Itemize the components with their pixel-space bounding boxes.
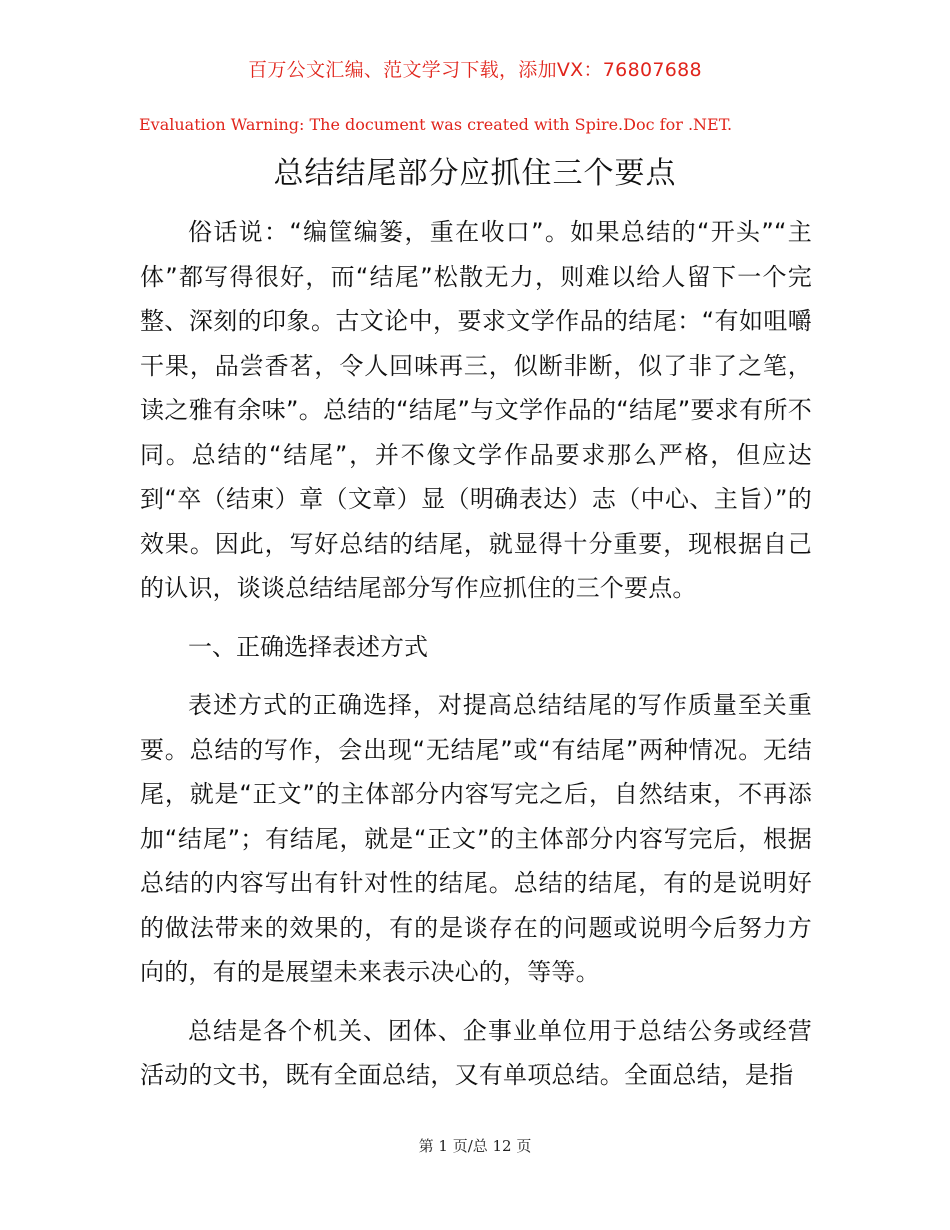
page-number-footer: 第 1 页/总 12 页 [418, 1137, 532, 1155]
document-title: 总结结尾部分应抓住三个要点 [273, 156, 677, 191]
intro-paragraph: 俗话说：“编筐编篓，重在收口”。如果总结的“开头”“主体”都写得很好，而“结尾”松散无力，则难以给人留下一个完整、深刻的印象。古文论中，要求文学作品的结尾：“有如咀嚼干果，品尝香茗，令人回味再三，似断非断，似了非了之笔，读之雅有余味”。总结的“结尾”与文学作品的“结尾”要求有所不同。总结的“结尾”，并不像文学作品要求那么严格，但应达到“卒（结束）章（文章）显（明确表达）志（中心、主旨）”的效果。因此，写好总结的结尾，就显得十分重要，现根据自己的认识，谈谈总结结尾部分写作应抓住的三个要点。 [140, 218, 812, 602]
evaluation-warning: Evaluation Warning: The document was created with Spire.Doc for .NET. [139, 115, 733, 134]
section-heading-1: 一、正确选择表述方式 [188, 632, 428, 661]
section-1-paragraph: 表述方式的正确选择，对提高总结结尾的写作质量至关重要。总结的写作，会出现“无结尾”或“有结尾”两种情况。无结尾，就是“正文”的主体部分内容写完之后，自然结束，不再添加“结尾”；有结尾，就是“正文”的主体部分内容写完后，根据总结的内容写出有针对性的结尾。总结的结尾，有的是说明好的做法带来的效果的，有的是谈存在的问题或说明今后努力方向的，有的是展望未来表示决心的，等等。 [140, 691, 812, 986]
header-banner: 百万公文汇编、范文学习下载，添加VX：76807688 [248, 59, 702, 81]
section-1-paragraph: 总结是各个机关、团体、企事业单位用于总结公务或经营活动的文书，既有全面总结，又有单项总结。全面总结，是指 [140, 1016, 812, 1089]
document-body [140, 210, 812, 1112]
